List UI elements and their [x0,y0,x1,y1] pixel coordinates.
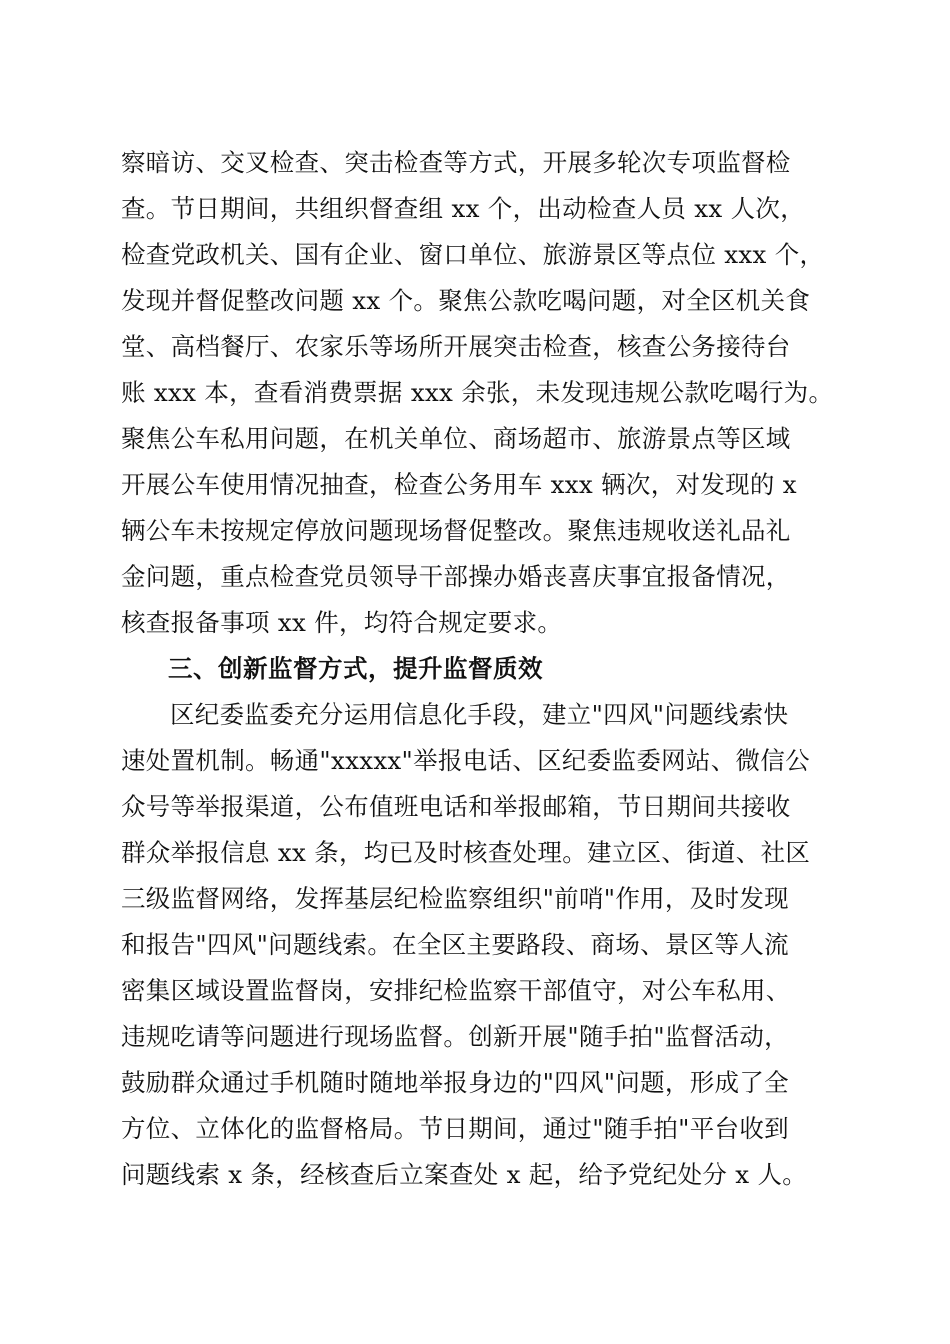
paragraph-line: 密集区域设置监督岗，安排纪检监察干部值守，对公车私用、 [121,976,791,1005]
paragraph-line: 发现并督促整改问题 xx 个。聚焦公款吃喝问题，对全区机关食 [121,286,811,315]
paragraph-line: 账 xxx 本，查看消费票据 xxx 余张，未发现违规公款吃喝行为。 [121,378,834,407]
paragraph-line: 聚焦公车私用问题，在机关单位、商场超市、旅游景点等区域 [121,424,791,453]
paragraph-line: 开展公车使用情况抽查，检查公务用车 xxx 辆次，对发现的 x [121,470,797,499]
paragraph-line: 方位、立体化的监督格局。节日期间，通过"随手拍"平台收到 [121,1114,789,1143]
paragraph-line: 群众举报信息 xx 条，均已及时核查处理。建立区、街道、社区 [121,838,811,867]
paragraph-line: 检查党政机关、国有企业、窗口单位、旅游景区等点位 xxx 个， [121,240,825,269]
paragraph-line: 鼓励群众通过手机随时随地举报身边的"四风"问题，形成了全 [121,1068,789,1097]
paragraph-line: 察暗访、交叉检查、突击检查等方式，开展多轮次专项监督检 [121,148,791,177]
paragraph-line: 金问题，重点检查党员领导干部操办婚丧喜庆事宜报备情况， [121,562,791,591]
paragraph-line: 堂、高档餐厅、农家乐等场所开展突击检查，核查公务接待台 [121,332,791,361]
section-heading: 三、创新监督方式，提升监督质效 [168,654,543,683]
paragraph-line: 和报告"四风"问题线索。在全区主要路段、商场、景区等人流 [121,930,789,959]
paragraph-line: 问题线索 x 条，经核查后立案查处 x 起，给予党纪处分 x 人。 [121,1160,808,1189]
paragraph-line: 辆公车未按规定停放问题现场督促整改。聚焦违规收送礼品礼 [121,516,791,545]
paragraph-line: 三级监督网络，发挥基层纪检监察组织"前哨"作用，及时发现 [121,884,789,913]
paragraph-line: 众号等举报渠道，公布值班电话和举报邮箱，节日期间共接收 [121,792,791,821]
paragraph-line: 查。节日期间，共组织督查组 xx 个，出动检查人员 xx 人次， [121,194,806,223]
paragraph-line: 违规吃请等问题进行现场监督。创新开展"随手拍"监督活动， [121,1022,789,1051]
paragraph-line: 区纪委监委充分运用信息化手段，建立"四风"问题线索快 [170,700,789,729]
paragraph-line: 速处置机制。畅通"xxxxx"举报电话、区纪委监委网站、微信公 [121,746,810,775]
paragraph-line: 核查报备事项 xx 件，均符合规定要求。 [121,608,563,637]
